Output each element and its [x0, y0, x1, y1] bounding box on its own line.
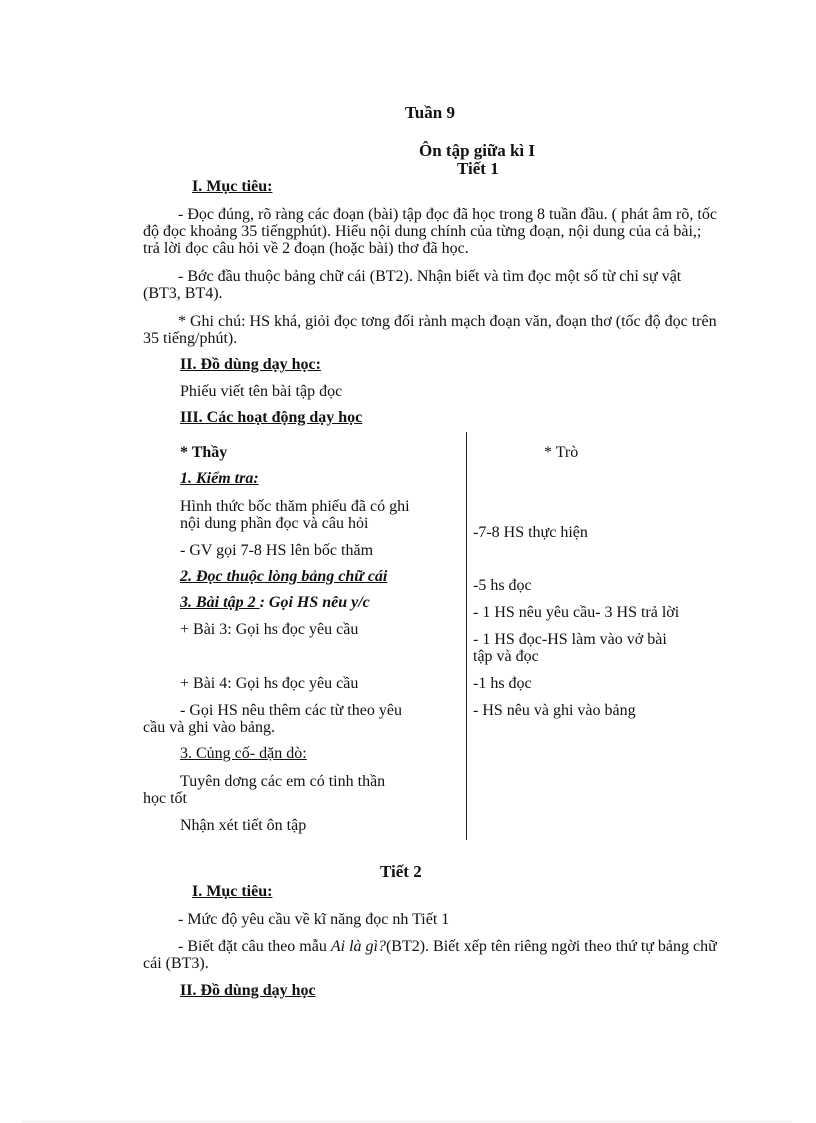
teacher-more-line-1: - Gọi HS nêu thêm các từ theo yêu	[180, 702, 402, 719]
student-response-4-line-1: - 1 HS đọc-HS làm vào vở bài	[473, 631, 667, 648]
teacher-alphabet-heading: 2. Đọc thuộc lòng bảng chữ cái	[180, 568, 388, 585]
objective-3-line-1: * Ghi chú: HS khá, giỏi đọc tơng đối rành mạch đoạn văn, đoạn thơ (tốc độ đọc trên	[178, 313, 717, 330]
period-2-objective-2-line-2: cái (BT3).	[143, 955, 209, 972]
teacher-form-line-1: Hình thức bốc thăm phiếu đã có ghi	[180, 498, 410, 515]
materials-text: Phiếu viết tên bài tập đọc	[180, 383, 343, 400]
objective-1-line-3: trả lời đọc câu hỏi về 2 đoạn (hoặc bài) thơ đã học.	[143, 240, 469, 257]
student-response-2: -5 hs đọc	[473, 577, 532, 594]
objective-3-line-2: 35 tiếng/phút).	[143, 330, 238, 347]
objective-2-suffix: (BT2). Biết xếp tên riêng ngời theo thứ tự bảng chữ	[385, 938, 717, 955]
period-2-objective-2-line-1	[178, 938, 717, 955]
teacher-review: Nhận xét tiết ôn tập	[180, 817, 307, 834]
student-response-4-line-2: tập và đọc	[473, 648, 539, 665]
objectives-heading-2: I. Mục tiêu:	[192, 883, 273, 900]
student-response-5: -1 hs đọc	[473, 675, 532, 692]
column-divider	[466, 432, 467, 840]
page-footer-dots	[22, 1121, 794, 1122]
materials-heading-2: II. Đồ dùng dạy học	[180, 982, 316, 999]
teacher-call: - GV gọi 7-8 HS lên bốc thăm	[180, 542, 374, 559]
exercise-2-number: 3. Bài tập 2	[180, 594, 260, 611]
materials-heading-1: II. Đồ dùng dạy học:	[180, 356, 321, 373]
period-1-title: Tiết 1	[457, 159, 499, 178]
student-response-6: - HS nêu và ghi vào bảng	[473, 702, 636, 719]
teacher-more-line-2: cầu và ghi vào bảng.	[143, 719, 275, 736]
teacher-form-line-2: nội dung phần đọc và câu hỏi	[180, 515, 369, 532]
activities-heading: III. Các hoạt động dạy học	[180, 409, 363, 426]
objective-1-line-2: độ đọc khoảng 35 tiếngphút). Hiểu nội dung chính của từng đoạn, nội dung của cả bài,;	[143, 223, 702, 240]
student-header: * Trò	[544, 444, 579, 461]
period-2-objective-1: - Mức độ yêu cầu về kĩ năng đọc nh Tiết 1	[178, 911, 450, 928]
objective-2-prefix: - Biết đặt câu theo mẫu	[178, 938, 331, 955]
objectives-heading-1: I. Mục tiêu:	[192, 178, 273, 195]
teacher-header: * Thầy	[180, 444, 228, 461]
objective-2-line-1: - Bớc đầu thuộc bảng chữ cái (BT2). Nhận biết và tìm đọc một số từ chỉ sự vật	[178, 268, 682, 285]
teacher-consolidate-heading: 3. Củng cố- dặn dò:	[180, 745, 307, 762]
teacher-exercise-2	[180, 594, 370, 611]
period-2-title: Tiết 2	[380, 862, 422, 881]
objective-1-line-1: - Đọc đúng, rõ ràng các đoạn (bài) tập đọc đã học trong 8 tuần đầu. ( phát âm rõ, tốc	[178, 206, 717, 223]
week-title: Tuần 9	[405, 103, 455, 122]
teacher-exercise-3: + Bài 3: Gọi hs đọc yêu cầu	[180, 621, 359, 638]
teacher-praise-line-2: học tốt	[143, 790, 187, 807]
objective-2-line-2: (BT3, BT4).	[143, 285, 223, 302]
objective-2-pattern: Ai là gì?	[330, 938, 386, 955]
teacher-praise-line-1: Tuyên dơng các em có tinh thần	[180, 773, 386, 790]
teacher-exercise-4: + Bài 4: Gọi hs đọc yêu cầu	[180, 675, 359, 692]
lesson-title: Ôn tập giữa kì I	[419, 141, 536, 160]
student-response-1: -7-8 HS thực hiện	[473, 524, 588, 541]
exercise-2-instruction: : Gọi HS nêu y/c	[259, 594, 370, 611]
student-response-3: - 1 HS nêu yêu cầu- 3 HS trả lời	[473, 604, 680, 621]
teacher-check-heading: 1. Kiểm tra:	[180, 470, 259, 487]
